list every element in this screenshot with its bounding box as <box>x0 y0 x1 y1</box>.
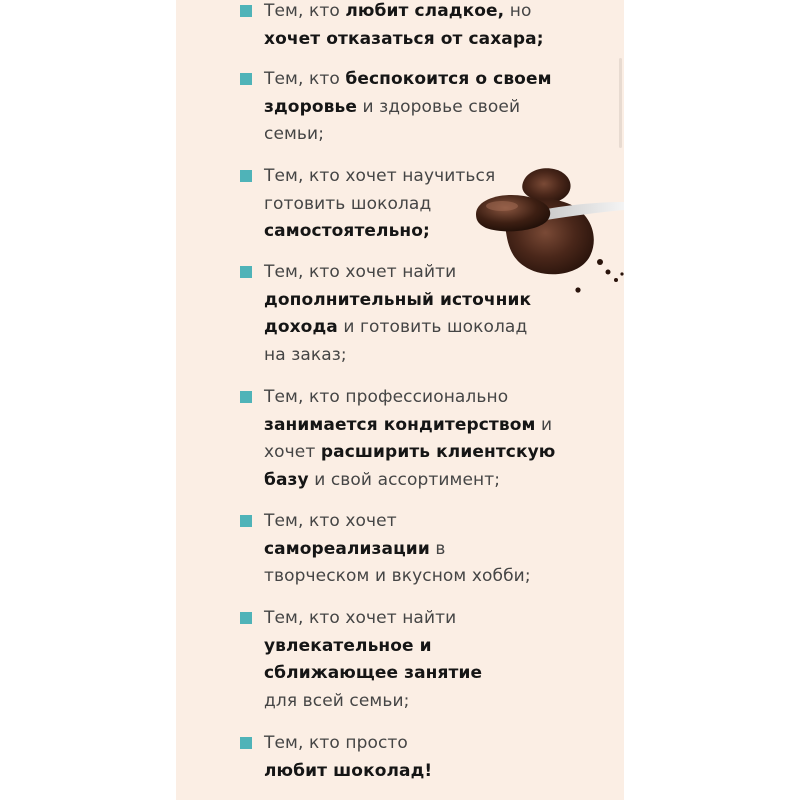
regular-text: хочет <box>264 442 321 462</box>
text-line <box>264 342 594 370</box>
bold-text: дохода <box>264 317 338 337</box>
bold-text: самореализации <box>264 538 430 559</box>
text-line <box>264 467 594 495</box>
list-item-text <box>264 730 594 785</box>
list-item-text <box>264 163 594 246</box>
regular-text: и здоровье своей <box>356 96 521 117</box>
regular-text: для всей семьи; <box>264 690 410 711</box>
bold-text: любит сладкое, <box>345 1 505 21</box>
bold-text: сближающее занятие <box>264 663 483 683</box>
list-item-text <box>264 259 594 369</box>
text-line <box>264 94 594 122</box>
bold-text: беспокоится о своем <box>345 69 552 89</box>
regular-text: в <box>429 538 446 559</box>
square-bullet-icon <box>240 5 252 17</box>
bold-text: самостоятельно; <box>264 221 430 241</box>
list-item-text <box>264 384 594 494</box>
text-line <box>264 633 594 661</box>
text-line <box>264 660 594 688</box>
square-bullet-icon <box>240 515 252 527</box>
bold-text: хочет отказаться от сахара; <box>264 28 544 49</box>
text-line <box>264 439 594 467</box>
regular-text: семьи; <box>264 124 325 144</box>
regular-text: Тем, кто просто <box>264 733 408 753</box>
text-line <box>264 191 594 219</box>
list-item-text <box>264 508 594 591</box>
bold-text: здоровье <box>264 96 357 117</box>
regular-text: и <box>535 414 553 435</box>
regular-text: и свой ассортимент; <box>308 469 501 490</box>
square-bullet-icon <box>240 612 252 624</box>
bold-text: увлекательное и <box>264 635 432 656</box>
regular-text: но <box>504 1 532 21</box>
square-bullet-icon <box>240 737 252 749</box>
text-line <box>264 218 594 246</box>
regular-text: Тем, кто профессионально <box>264 387 509 407</box>
text-line <box>264 163 594 191</box>
regular-text: и готовить шоколад <box>337 317 528 337</box>
audience-list <box>176 0 624 800</box>
square-bullet-icon <box>240 266 252 278</box>
bold-text: дополнительный источник <box>264 289 532 310</box>
regular-text: Тем, кто <box>264 69 346 89</box>
regular-text: Тем, кто хочет найти <box>264 608 457 628</box>
text-line <box>264 730 594 758</box>
bold-text: занимается кондитерством <box>264 414 536 435</box>
list-item-text <box>264 605 594 715</box>
text-line <box>264 384 594 412</box>
bold-text: любит шоколад! <box>264 760 433 781</box>
regular-text: Тем, кто хочет найти <box>264 262 457 282</box>
text-line <box>264 412 594 440</box>
text-line <box>264 121 594 149</box>
text-line <box>264 287 594 315</box>
content-panel <box>176 0 624 800</box>
text-line <box>264 26 594 54</box>
regular-text: Тем, кто хочет научиться <box>264 166 496 186</box>
square-bullet-icon <box>240 73 252 85</box>
square-bullet-icon <box>240 170 252 182</box>
regular-text: готовить шоколад <box>264 193 432 214</box>
text-line <box>264 0 594 26</box>
text-line <box>264 563 594 591</box>
regular-text: творческом и вкусном хобби; <box>264 566 531 586</box>
regular-text: на заказ; <box>264 344 347 365</box>
text-line <box>264 508 594 536</box>
text-line <box>264 605 594 633</box>
regular-text: Тем, кто хочет <box>264 511 397 531</box>
text-line <box>264 314 594 342</box>
text-line <box>264 259 594 287</box>
text-line <box>264 688 594 716</box>
list-item-text <box>264 0 594 53</box>
bold-text: базу <box>264 469 309 490</box>
regular-text: Тем, кто <box>264 1 346 21</box>
text-line <box>264 536 594 564</box>
scrollbar[interactable] <box>619 58 622 148</box>
list-item-text <box>264 66 594 149</box>
text-line <box>264 66 594 94</box>
square-bullet-icon <box>240 391 252 403</box>
text-line <box>264 758 594 786</box>
bold-text: расширить клиентскую <box>320 442 556 462</box>
